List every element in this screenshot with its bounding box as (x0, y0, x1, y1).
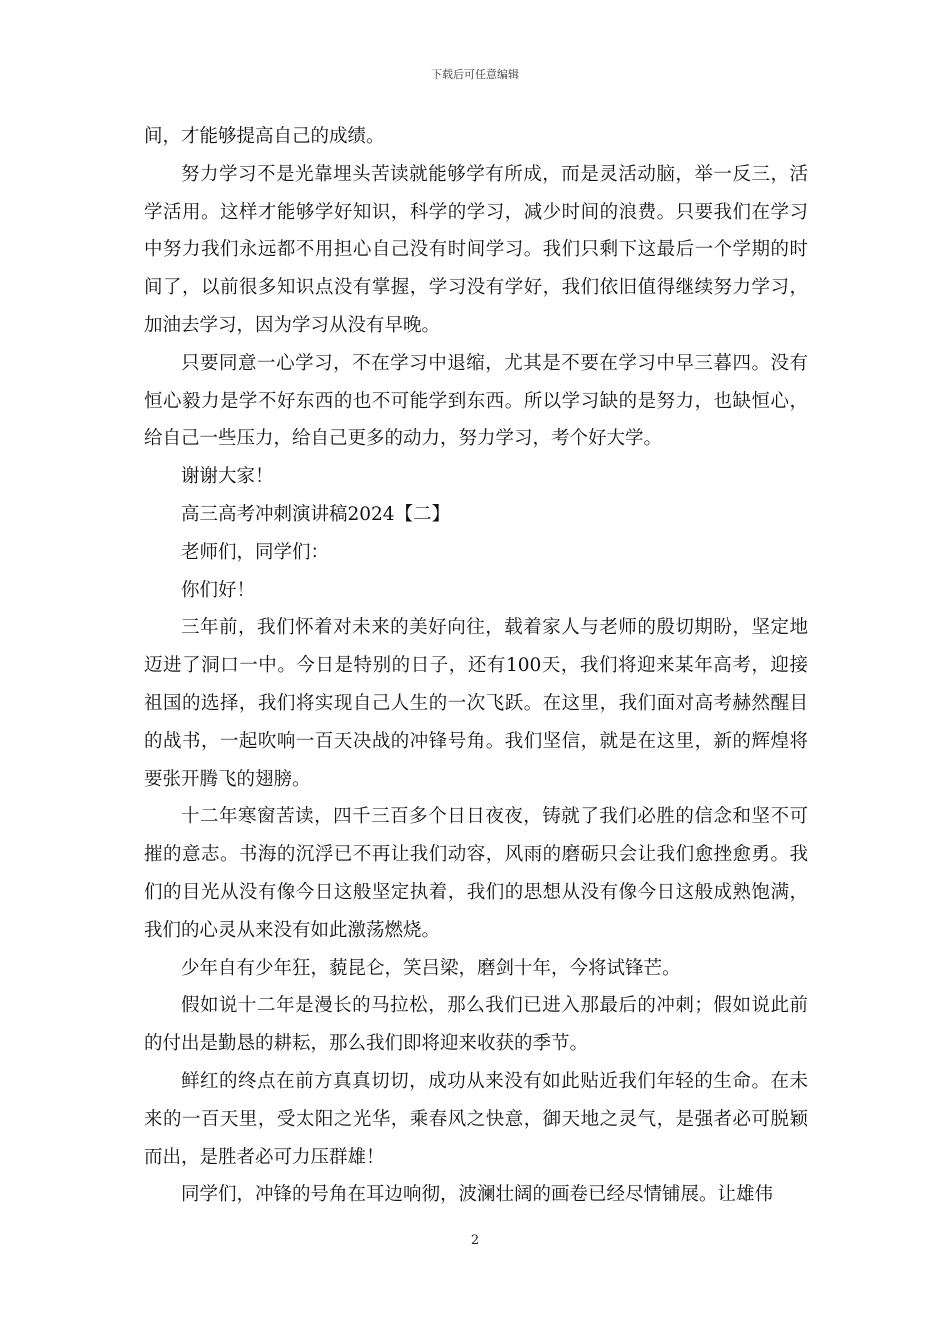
paragraph-three-years-ago: 三年前，我们怀着对未来的美好向往，载着家人与老师的殷切期盼，坚定地迈进了洞口一中。今日是特别的日子，还有100天，我们将迎来某年高考，迎接祖国的选择，我们将实现自己人生的一次飞跃。在这里，我们面对高考赫然醒目的战书，一起吹响一百天决战的冲锋号角。我们坚信，就是在这里，新的辉煌将要张开腾飞的翅膀。 (144, 617, 808, 790)
paragraph-perseverance: 只要同意一心学习，不在学习中退缩，尤其是不要在学习中早三暮四。没有恒心毅力是学不好东西的也不可能学到东西。所以学习缺的是努力，也缺恒心，给自己一些压力，给自己更多的动力，努力学习，考个好大学。 (144, 352, 808, 450)
paragraph-youth: 少年自有少年狂，藐昆仑，笑吕梁，磨剑十年，今将试锋芒。 (181, 957, 681, 979)
salutation: 老师们，同学们： (181, 541, 330, 563)
paragraph-continuation: 间，才能够提高自己的成绩。 (144, 126, 385, 147)
paragraph-study-method: 努力学习不是光靠埋头苦读就能够学有所成，而是灵活动脑，举一反三，活学活用。这样才能够学好知识，科学的学习，减少时间的浪费。只要我们在学习中努力我们永远都不用担心自己没有时间学习。我们只剩下这最后一个学期的时间了，以前很多知识点没有掌握，学习没有学好，我们依旧值得继续努力学习，加油去学习，因为学习从没有早晚。 (144, 163, 808, 336)
paragraph-marathon: 假如说十二年是漫长的马拉松，那么我们已进入那最后的冲刺；假如说此前的付出是勤恳的耕耘，那么我们即将迎来收获的季节。 (144, 995, 808, 1055)
document-body (144, 118, 808, 1214)
paragraph-finish-line: 鲜红的终点在前方真真切切，成功从来没有如此贴近我们年轻的生命。在未来的一百天里，受太阳之光华，乘春风之快意，御天地之灵气，是强者必可脱颖而出，是胜者必可力压群雄！ (144, 1070, 808, 1168)
paragraph-twelve-years: 十二年寒窗苦读，四千三百多个日日夜夜，铸就了我们必胜的信念和坚不可摧的意志。书海的沉浮已不再让我们动容，风雨的磨砺只会让我们愈挫愈勇。我们的目光从没有像今日这般坚定执着，我们的思想从没有像今日这般成熟饱满，我们的心灵从来没有如此激荡燃烧。 (144, 806, 808, 941)
page-header-note: 下载后可任意编辑 (431, 68, 519, 81)
page-number: 2 (470, 1233, 480, 1248)
greeting: 你们好！ (181, 579, 256, 601)
section-title: 高三高考冲刺演讲稿2024【二】 (181, 503, 451, 525)
paragraph-thanks: 谢谢大家！ (181, 466, 274, 488)
paragraph-bugle: 同学们，冲锋的号角在耳边响彻，波澜壮阔的画卷已经尽情铺展。让雄伟 (181, 1184, 774, 1206)
